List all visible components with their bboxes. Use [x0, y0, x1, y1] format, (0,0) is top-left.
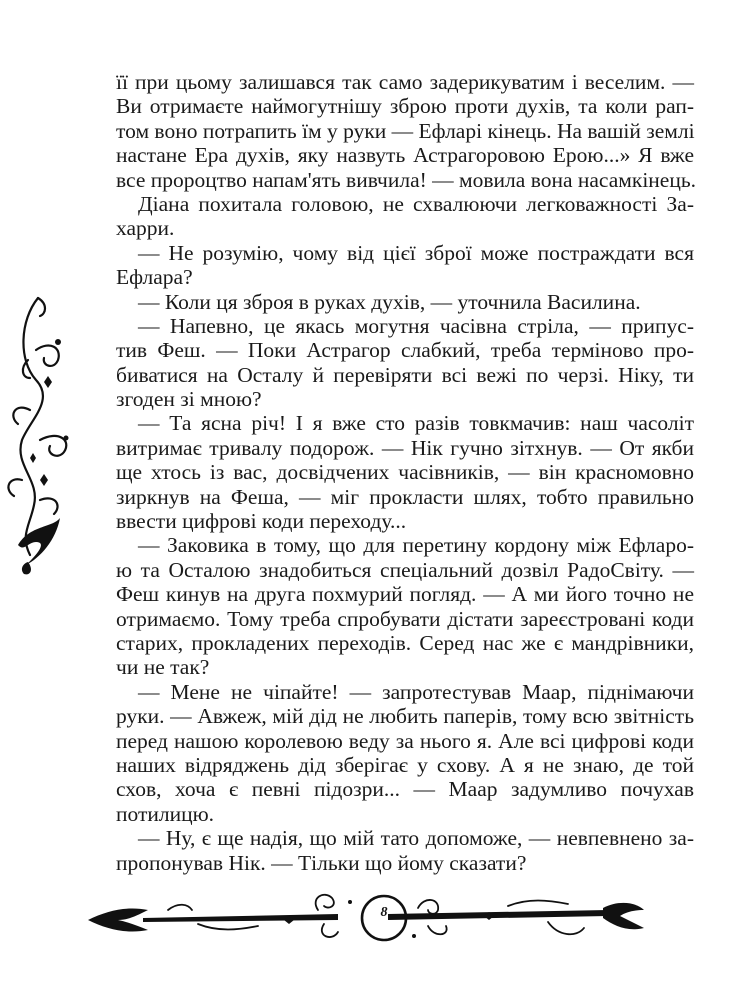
text-line: том воно потрапить їм у руки — Ефларі кінець. На вашій землі [116, 118, 695, 143]
text-line: Ефлара? [116, 265, 193, 290]
page-number: 8 [380, 905, 388, 920]
text-line: все пророцтво напам'ять вивчила! — мовила вона насамкінець. [116, 167, 697, 192]
text-line: ю та Осталою знадобиться спеціальний дозвіл РадоСвіту. — [116, 557, 694, 582]
text-line: перед нашою королевою веду за нього я. Але всі цифрові коди [116, 728, 694, 753]
text-line: витримає тривалу подорож. — Нік гучно зітхнув. — От якби [116, 435, 694, 460]
text-line: схов, хоча є певні підозри... — Маар задумливо почухав [116, 777, 694, 802]
text-line: биватися на Осталу й перевіряти всі вежі по черзі. Ніку, ти [116, 362, 694, 387]
text-line: пропонував Нік. — Тільки що йому сказати? [116, 850, 527, 875]
text-line: отримаємо. Тому треба спробувати дістати зареєстровані коди [116, 606, 694, 631]
text-line: Ви отримаєте наймогутнішу зброю проти духів, та коли рап- [116, 94, 694, 119]
text-line: її при цьому залишався так само задерикуватим і веселим. — [116, 70, 694, 94]
text-line: ще хтось із вас, досвідчених часівників, — він красномовно [116, 460, 694, 485]
text-line: — Мене не чіпайте! — запротестував Маар, піднімаючи [138, 679, 694, 704]
text-line: старих, прокладених переходів. Серед нас же є мандрівники, [116, 630, 694, 655]
text-line: — Та ясна річ! І я вже сто разів товкмачив: наш часоліт [138, 411, 694, 436]
text-line: зиркнув на Феша, — міг прокласти шлях, тобто правильно [116, 484, 694, 509]
text-line: — Коли ця зброя в руках духів, — уточнила Василина. [138, 289, 641, 314]
text-line: руки. — Авжеж, мій дід не любить паперів, тому всю звітність [116, 704, 694, 729]
text-line: чи не так? [116, 655, 210, 680]
text-line: харри. [116, 216, 175, 241]
text-line: тив Феш. — Поки Астрагор слабкий, треба терміново про- [116, 338, 694, 363]
text-line: Діана похитала головою, не схвалюючи легковажності За- [138, 191, 694, 216]
text-line: — Заковика в тому, що для перетину кордону між Ефларо- [138, 533, 694, 558]
text-line: наших відряджень дід зберігає у схову. А я не знаю, де той [116, 752, 694, 777]
text-line: Феш кинув на друга похмурий погляд. — А ми його точно не [116, 582, 694, 607]
text-line: — Ну, є ще надія, що мій тато допоможе, — невпевнено за- [138, 826, 694, 851]
floral-vine-ornament-icon [0, 290, 90, 580]
text-line: настане Ера духів, яку назвуть Астрагоровою Ерою...» Я вже [116, 143, 694, 168]
text-line: потилицю. [116, 801, 215, 826]
body-text [116, 70, 697, 875]
text-line: — Напевно, це якась могутня часівна стріла, — припус- [138, 313, 694, 338]
arrow-scroll-ornament-icon [88, 880, 648, 960]
text-line: ввести цифрові коди переходу... [116, 509, 407, 534]
text-line: — Не розумію, чому від цієї зброї може постраждати вся [138, 240, 694, 265]
text-line: згоден зі мною? [116, 387, 262, 412]
